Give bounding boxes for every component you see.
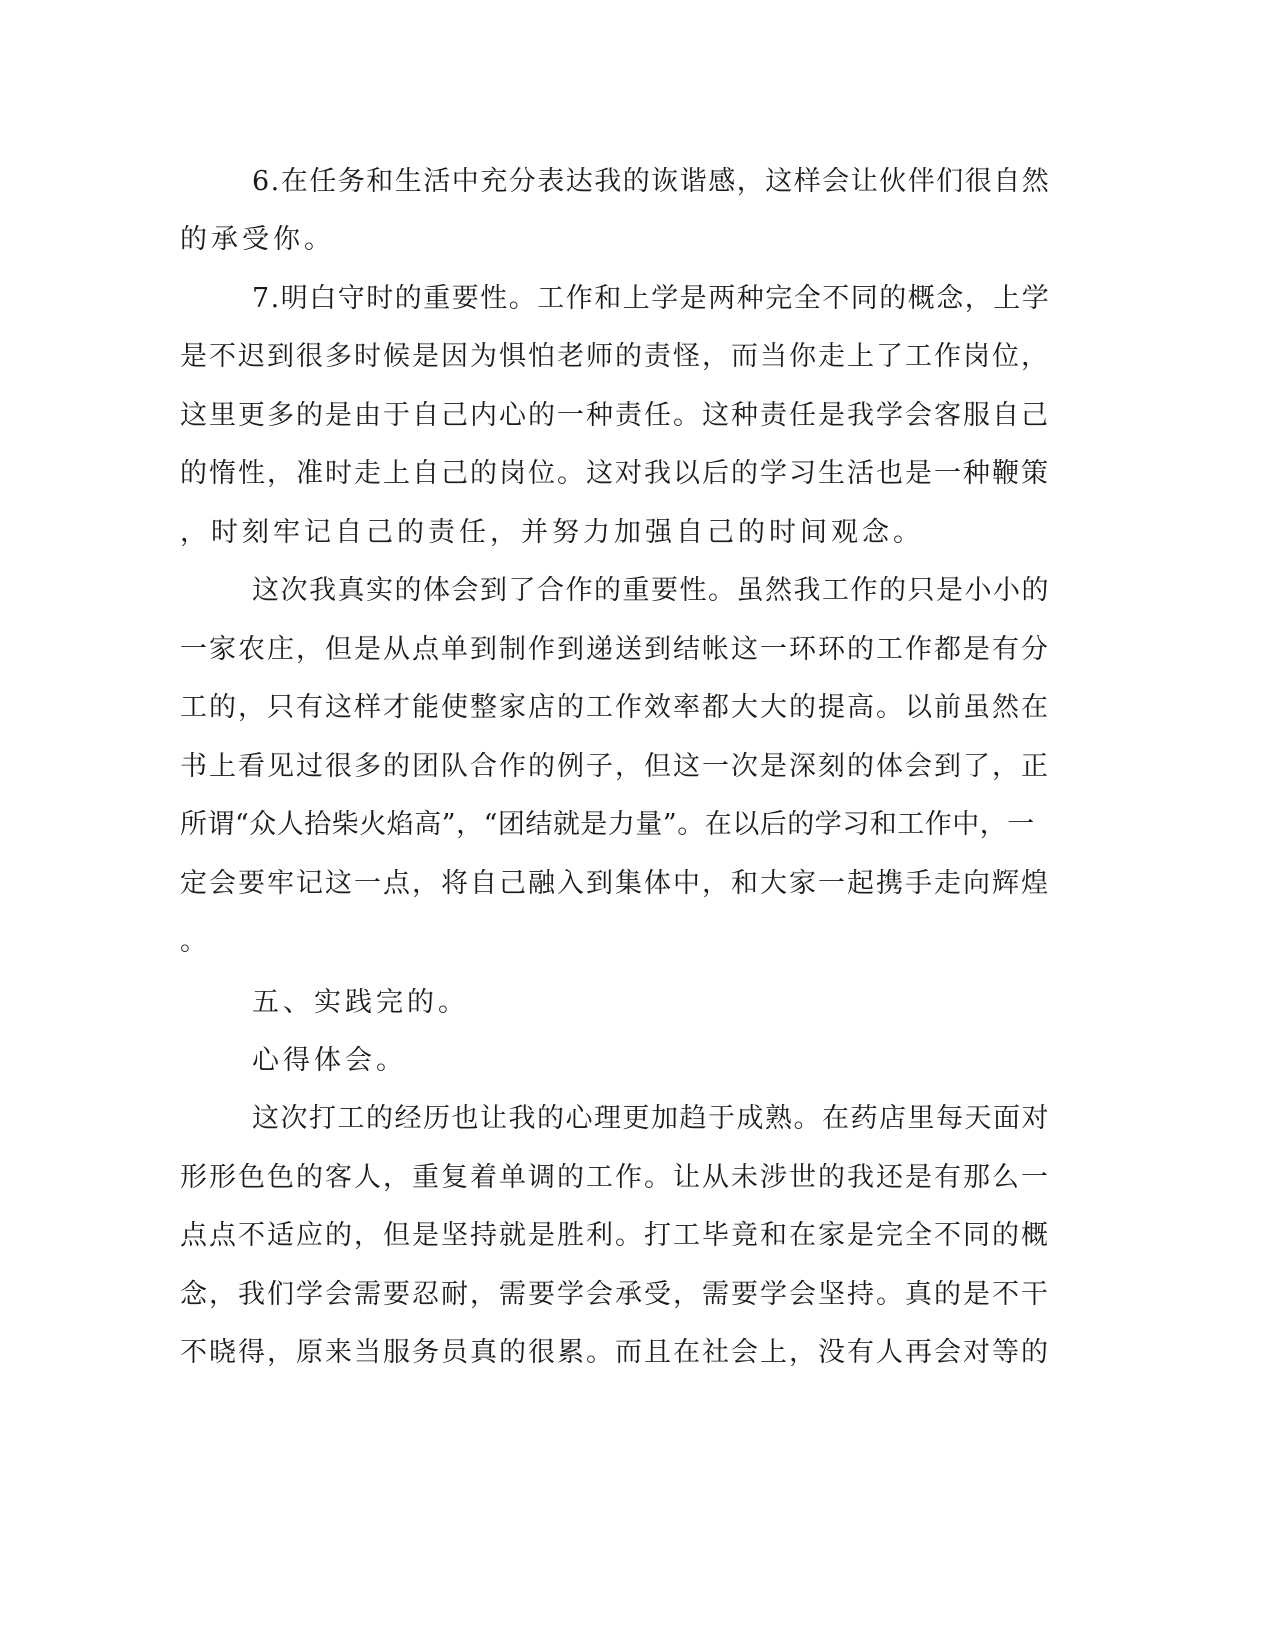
paragraph-line: 这次打工的经历也让我的心理更加趋于成熟。在药店里每天面对	[252, 1103, 1050, 1134]
paragraph-line: 这里更多的是由于自己内心的一种责任。这种责任是我学会客服自己	[180, 400, 1050, 431]
paragraph-line: 6.在任务和生活中充分表达我的诙谐感，这样会让伙伴们很自然	[252, 166, 1051, 197]
paragraph-line: 的惰性，准时走上自己的岗位。这对我以后的学习生活也是一种鞭策	[180, 458, 1050, 489]
paragraph-line: 7.明白守时的重要性。工作和上学是两种完全不同的概念，上学	[252, 283, 1051, 314]
paragraph-line: ，时刻牢记自己的责任，并努力加强自己的时间观念。	[180, 517, 924, 548]
paragraph-line: 点点不适应的，但是坚持就是胜利。打工毕竟和在家是完全不同的概	[180, 1220, 1050, 1251]
paragraph-line: 一家农庄，但是从点单到制作到递送到结帐这一环环的工作都是有分	[180, 634, 1050, 665]
paragraph-line: 念，我们学会需要忍耐，需要学会承受，需要学会坚持。真的是不干	[180, 1279, 1050, 1310]
paragraph-line: 书上看见过很多的团队合作的例子，但这一次是深刻的体会到了，正	[180, 751, 1050, 782]
paragraph-line: 所谓“众人拾柴火焰高”，“团结就是力量”。在以后的学习和工作中，一	[180, 809, 1035, 840]
paragraph-line: 是不迟到很多时候是因为惧怕老师的责怪，而当你走上了工作岗位，	[180, 341, 1050, 372]
paragraph-line: 这次我真实的体会到了合作的重要性。虽然我工作的只是小小的	[252, 575, 1050, 606]
paragraph-line: 定会要牢记这一点，将自己融入到集体中，和大家一起携手走向辉煌	[180, 868, 1050, 899]
section-heading: 五、实践完的。	[252, 987, 469, 1018]
section-subheading: 心得体会。	[252, 1045, 407, 1076]
paragraph-line: 形形色色的客人，重复着单调的工作。让从未涉世的我还是有那么一	[180, 1162, 1050, 1193]
paragraph-line: 的承受你。	[180, 224, 335, 255]
paragraph-line: 工的，只有这样才能使整家店的工作效率都大大的提高。以前虽然在	[180, 692, 1050, 723]
paragraph-line: 不晓得，原来当服务员真的很累。而且在社会上，没有人再会对等的	[180, 1337, 1050, 1368]
paragraph-line: 。	[180, 926, 211, 957]
